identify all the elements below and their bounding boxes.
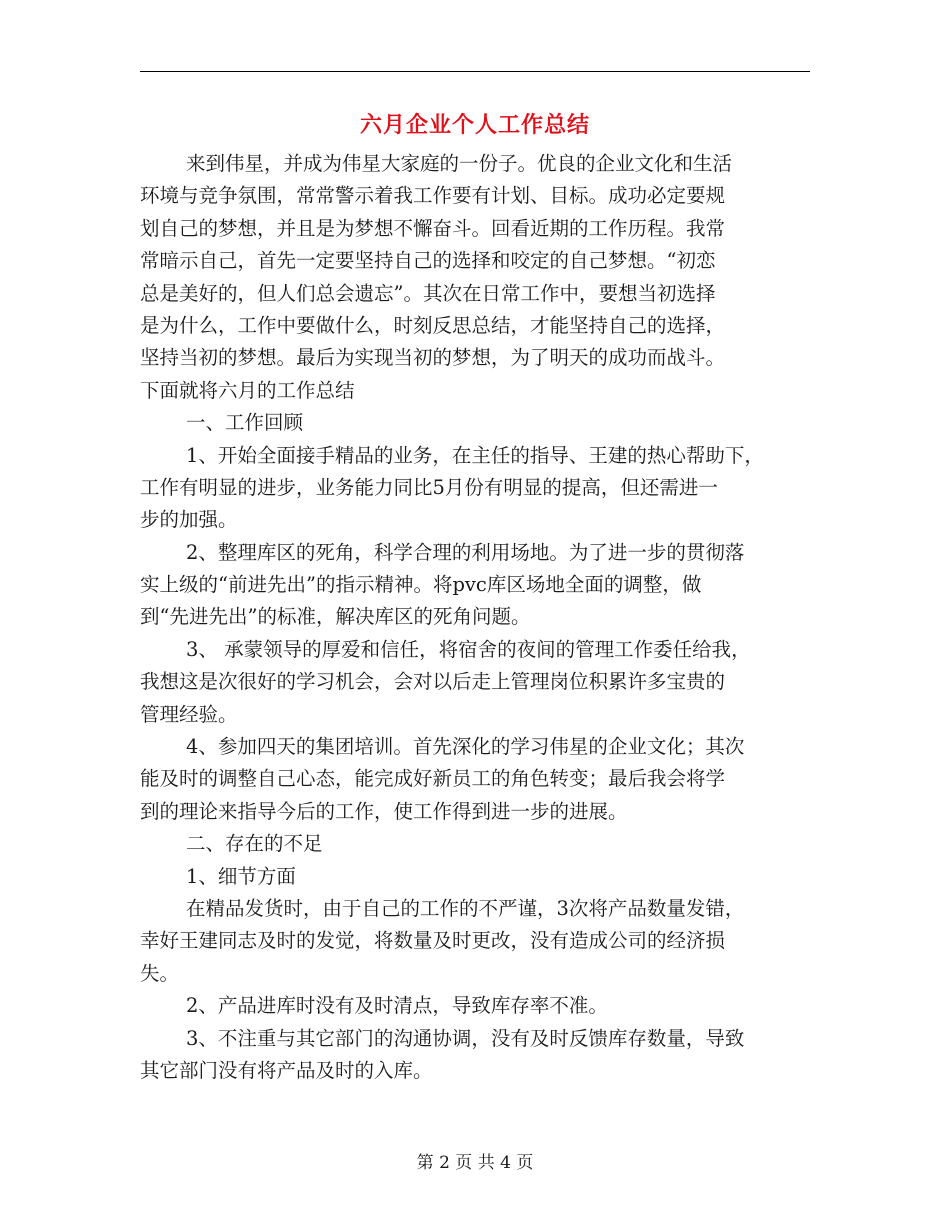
text-line: 其它部门没有将产品及时的入库。 [140, 1058, 433, 1082]
text-line: 是为什么，工作中要做什么，时刻反思总结，才能坚持自己的选择， [140, 313, 726, 337]
text-line: 一、工作回顾 [186, 411, 304, 435]
text-line: 到“先进先出”的标准，解决库区的死角问题。 [140, 605, 531, 629]
text-line: 二、存在的不足 [186, 832, 323, 856]
document-body [140, 148, 812, 1087]
text-line: 环境与竞争氛围，常常警示着我工作要有计划、目标。成功必定要规 [140, 184, 726, 208]
text-line: 下面就将六月的工作总结 [140, 378, 355, 402]
text-line: 到的理论来指导今后的工作，使工作得到进一步的进展。 [140, 799, 628, 823]
text-line: 步的加强。 [140, 508, 238, 532]
text-line: 划自己的梦想，并且是为梦想不懈奋斗。回看近期的工作历程。我常 [140, 216, 726, 240]
text-line: 在精品发货时，由于自己的工作的不严谨，3次将产品数量发错， [186, 896, 745, 920]
header-rule [140, 71, 810, 72]
text-line: 坚持当初的梦想。最后为实现当初的梦想，为了明天的成功而战斗。 [140, 346, 726, 370]
text-line: 3、不注重与其它部门的沟通协调，没有及时反馈库存数量，导致 [186, 1026, 745, 1050]
text-line: 2、整理库区的死角，科学合理的利用场地。为了进一步的贯彻落 [186, 540, 745, 564]
text-line: 1、开始全面接手精品的业务，在主任的指导、王建的热心帮助下， [186, 443, 764, 467]
text-line: 我想这是次很好的学习机会，会对以后走上管理岗位积累许多宝贵的 [140, 670, 726, 694]
text-line: 2、产品进库时没有及时清点，导致库存率不准。 [186, 994, 608, 1018]
text-line: 4、参加四天的集团培训。首先深化的学习伟星的企业文化；其次 [186, 735, 745, 759]
text-line: 幸好王建同志及时的发觉，将数量及时更改，没有造成公司的经济损 [140, 929, 726, 953]
text-line: 失。 [140, 961, 180, 985]
text-line: 管理经验。 [140, 702, 238, 726]
text-line: 总是美好的，但人们总会遗忘”。其次在日常工作中，要想当初选择 [140, 281, 716, 305]
text-line: 常暗示自己，首先一定要坚持自己的选择和咬定的自己梦想。“初恋 [140, 249, 716, 273]
text-line: 来到伟星，并成为伟星大家庭的一份子。优良的企业文化和生活 [186, 152, 733, 175]
document-title: 六月企业个人工作总结 [359, 113, 590, 138]
page-footer: 第 2 页 共 4 页 [416, 1153, 534, 1173]
text-line: 工作有明显的进步，业务能力同比5月份有明显的提高，但还需进一 [140, 475, 718, 499]
text-line: 1、细节方面 [186, 864, 296, 888]
text-line: 能及时的调整自己心态，能完成好新员工的角色转变；最后我会将学 [140, 767, 726, 791]
text-line: 3、 承蒙领导的厚爱和信任，将宿舍的夜间的管理工作委任给我， [186, 637, 751, 661]
text-line: 实上级的“前进先出”的指示精神。将pvc库区场地全面的调整，做 [140, 573, 702, 597]
